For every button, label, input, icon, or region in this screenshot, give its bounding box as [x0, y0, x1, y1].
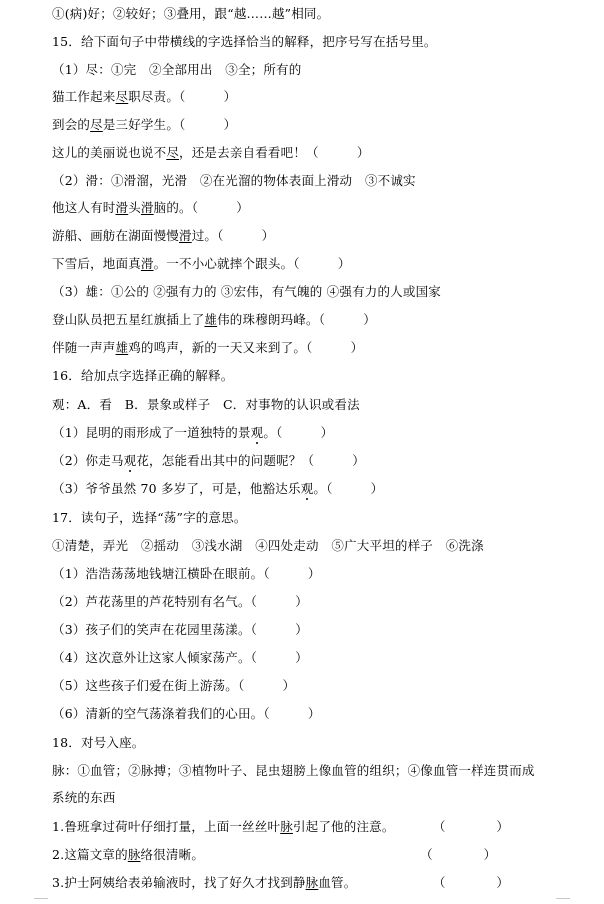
text-segment: （1）昆明的雨形成了一道独特的景: [52, 425, 251, 440]
text-segment: 花，怎能看出其中的问题呢？（ ）: [136, 453, 365, 468]
underlined-char: 脉: [305, 875, 319, 890]
underlined-char: 脉: [280, 819, 293, 834]
text-segment: 鸡的鸣声，新的一天又来到了。（ ）: [128, 340, 364, 355]
text-segment: 猫工作起来: [52, 89, 116, 104]
underlined-char: 雄: [204, 312, 218, 327]
text-segment: （1）尽：①完 ②全部用出 ③全；所有的: [52, 62, 302, 77]
text-line-13: [52, 340, 363, 356]
text-segment: 2.这篇文章的: [52, 847, 128, 862]
text-line-15: [52, 397, 360, 413]
text-line-17: [52, 453, 365, 469]
text-line-6: [52, 145, 370, 161]
text-line-12: [52, 312, 376, 328]
text-segment: 这儿的美丽说也说不: [52, 145, 167, 160]
dotted-char: 观: [300, 481, 314, 496]
text-segment: 15．给下面句子中带横线的字选择恰当的解释，把序号写在括号里。: [52, 34, 437, 49]
text-segment: 登山队员把五星红旗插上了: [52, 312, 205, 327]
dotted-char: 观: [123, 453, 137, 468]
text-segment: 络很清晰。 （ ）: [140, 847, 497, 862]
text-segment: 血管。 （ ）: [318, 875, 510, 890]
text-segment: 他这人有时: [52, 200, 116, 215]
text-segment: 18．对号入座。: [52, 735, 145, 750]
underlined-char: 尽: [115, 89, 129, 104]
text-segment: 。一不小心就摔个跟头。（ ）: [153, 256, 351, 271]
text-line-30: [52, 819, 509, 835]
dotted-char: 观: [250, 425, 264, 440]
text-segment: 观：A．看 B．景象或样子 C．对事物的认识或看法: [52, 397, 360, 412]
text-segment: 系统的东西: [52, 790, 116, 805]
text-line-14: [52, 368, 233, 384]
text-segment: 是三好学生。（ ）: [102, 117, 237, 132]
underlined-char: 滑: [115, 200, 129, 215]
text-line-3: [52, 62, 301, 78]
underlined-char: 滑: [140, 200, 154, 215]
text-segment: 引起了他的注意。 （ ）: [292, 819, 510, 834]
page-corner-mark-left: [34, 898, 48, 899]
text-segment: 职尽责。（ ）: [128, 89, 237, 104]
text-segment: （6）清新的空气荡涤着我们的心田。（ ）: [52, 706, 321, 721]
text-line-10: [52, 256, 351, 272]
text-segment: 伴随一声声: [52, 340, 116, 355]
text-segment: 脉：①血管；②脉搏；③植物叶子、昆虫翅膀上像血管的组织；④像血管一样连贯而成: [52, 763, 535, 778]
text-segment: 伟的珠穆朗玛峰。（ ）: [217, 312, 376, 327]
text-segment: 3.护士阿姨给表弟输液时，找了好久才找到静: [52, 875, 306, 890]
underlined-char: 雄: [115, 340, 129, 355]
text-segment: （5）这些孩子们爱在街上游荡。（ ）: [52, 678, 296, 693]
text-line-28: [52, 763, 535, 779]
text-line-5: [52, 117, 236, 133]
underlined-char: 滑: [179, 228, 192, 243]
text-segment: 脑的。（ ）: [153, 200, 249, 215]
text-segment: 头: [128, 200, 141, 215]
text-line-26: [52, 706, 321, 722]
text-segment: 下雪后，地面真: [52, 256, 141, 271]
text-line-8: [52, 200, 249, 216]
text-segment: 。（ ）: [313, 481, 384, 496]
text-segment: （4）这次意外让这家人倾家荡产。（ ）: [52, 650, 308, 665]
text-segment: 1.鲁班拿过荷叶仔细打量，上面一丝丝叶: [52, 819, 281, 834]
page-corner-mark-right: [556, 898, 570, 899]
text-segment: （2）芦花荡里的芦花特别有名气。（ ）: [52, 594, 308, 609]
text-segment: 17．读句子，选择“荡”字的意思。: [52, 510, 247, 525]
text-segment: （1）浩浩荡荡地钱塘江横卧在眼前。（ ）: [52, 566, 321, 581]
underlined-char: 尽: [166, 145, 180, 160]
text-line-11: [52, 284, 441, 300]
text-line-20: [52, 538, 484, 554]
text-line-23: [52, 622, 308, 638]
underlined-char: 尽: [90, 117, 103, 132]
text-line-19: [52, 510, 247, 526]
text-segment: （2）你走马: [52, 453, 124, 468]
text-segment: ①清楚，弄光 ②摇动 ③浅水湖 ④四处走动 ⑤广大平坦的样子 ⑥洗涤: [52, 538, 484, 553]
text-segment: 到会的: [52, 117, 91, 132]
text-line-18: [52, 481, 383, 497]
text-line-21: [52, 566, 321, 582]
text-segment: （3）孩子们的笑声在花园里荡漾。（ ）: [52, 622, 308, 637]
text-line-31: [52, 847, 496, 863]
text-line-4: [52, 89, 236, 105]
underlined-char: 脉: [127, 847, 141, 862]
underlined-char: 滑: [140, 256, 154, 271]
text-segment: 过。（ ）: [191, 228, 275, 243]
text-line-32: [52, 875, 509, 891]
text-line-22: [52, 594, 308, 610]
text-line-25: [52, 678, 295, 694]
text-segment: （2）滑：①滑溜，光滑 ②在光溜的物体表面上滑动 ③不诚实: [52, 173, 416, 188]
text-segment: 。（ ）: [263, 425, 334, 440]
text-line-24: [52, 650, 308, 666]
text-segment: 16．给加点字选择正确的解释。: [52, 368, 234, 383]
text-line-16: [52, 425, 333, 441]
text-segment: ①(病)好；②较好；③叠用，跟“越……越”相同。: [52, 6, 330, 21]
text-segment: （3）雄：①公的 ②强有力的 ③宏伟，有气魄的 ④强有力的人或国家: [52, 284, 441, 299]
text-segment: （3）爷爷虽然 70 多岁了，可是，他豁达乐: [52, 481, 301, 496]
text-segment: 游船、画舫在湖面慢慢: [52, 228, 180, 243]
text-segment: ，还是去亲自看看吧！（ ）: [179, 145, 370, 160]
text-line-27: [52, 735, 145, 751]
text-line-9: [52, 228, 274, 244]
text-line-1: [52, 6, 329, 22]
text-line-29: [52, 790, 116, 806]
text-line-2: [52, 34, 437, 50]
text-line-7: [52, 173, 416, 189]
